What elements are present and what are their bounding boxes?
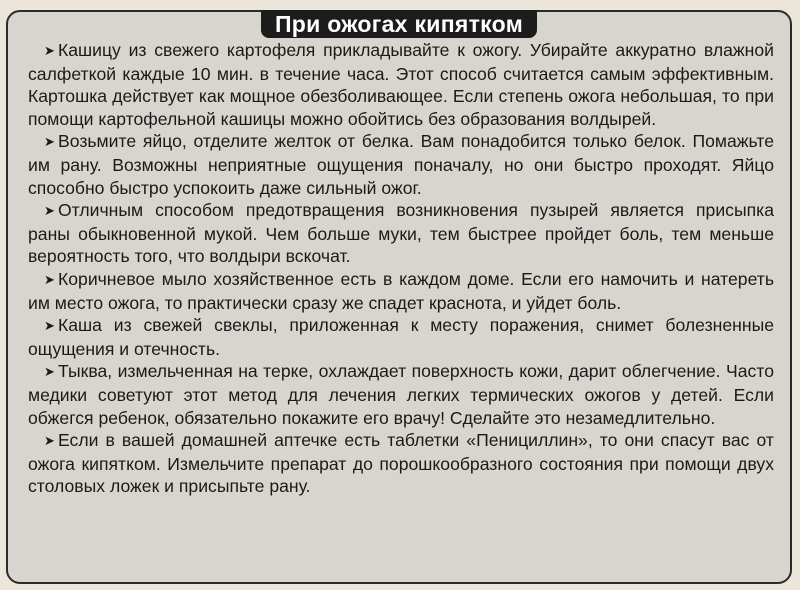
- tip-paragraph: [28, 314, 774, 360]
- tip-text: Каша из свежей свеклы, приложенная к месту поражения, снимет болезненные ощущения и отечность.: [28, 315, 774, 359]
- tip-paragraph: [28, 39, 774, 130]
- arrow-right-icon: ➤: [44, 318, 55, 334]
- arrow-right-icon: ➤: [44, 433, 55, 449]
- tip-text: Если в вашей домашней аптечке есть таблетки «Пенициллин», то они спасут вас от ожога кипятком. Измельчите препарат до порошкообразного состояния при помощи двух столовых ложек и присыпьте рану.: [28, 430, 774, 497]
- tip-text: Отличным способом предотвращения возникновения пузырей является присыпка раны обыкновенной мукой. Чем больше муки, тем быстрее пройдет боль, тем меньше вероятность того, что волдыри вскочат.: [28, 200, 774, 267]
- tip-text: Кашицу из свежего картофеля прикладывайте к ожогу. Убирайте аккуратно влажной салфеткой каждые 10 мин. в течение часа. Этот способ считается самым эффективным. Картошка действует как мощное обезболивающее. Если степень ожога небольшая, то при помощи картофельной кашицы можно обойтись без образования волдырей.: [28, 40, 774, 129]
- tip-paragraph: [28, 199, 774, 268]
- arrow-right-icon: ➤: [44, 43, 55, 58]
- tip-paragraph: [28, 429, 774, 498]
- arrow-right-icon: ➤: [44, 134, 55, 150]
- article-title: При ожогах кипятком: [261, 10, 537, 38]
- arrow-right-icon: ➤: [44, 203, 55, 219]
- tip-text: Возьмите яйцо, отделите желток от белка. Вам понадобится только белок. Помажьте им рану. Возможны неприятные ощущения поначалу, но они быстро проходят. Яйцо способно быстро успокоить даже сильный ожог.: [28, 131, 774, 198]
- tip-text: Коричневое мыло хозяйственное есть в каждом доме. Если его намочить и натереть им место ожога, то практически сразу же спадет краснота, и уйдет боль.: [28, 268, 774, 313]
- arrow-right-icon: ➤: [44, 271, 55, 287]
- article-panel: [6, 10, 792, 584]
- tip-text: Тыква, измельченная на терке, охлаждает поверхность кожи, дарит облегчение. Часто медики советуют этот метод для лечения легких термических ожогов у детей. Если обжегся ребенок, обязательно покажите его врачу! Сделайте это незамедлительно.: [28, 361, 774, 428]
- tip-paragraph: [28, 130, 774, 199]
- title-wrap: [8, 10, 790, 38]
- arrow-right-icon: ➤: [44, 364, 55, 380]
- tip-paragraph: [28, 268, 774, 314]
- tip-paragraph: [28, 360, 774, 429]
